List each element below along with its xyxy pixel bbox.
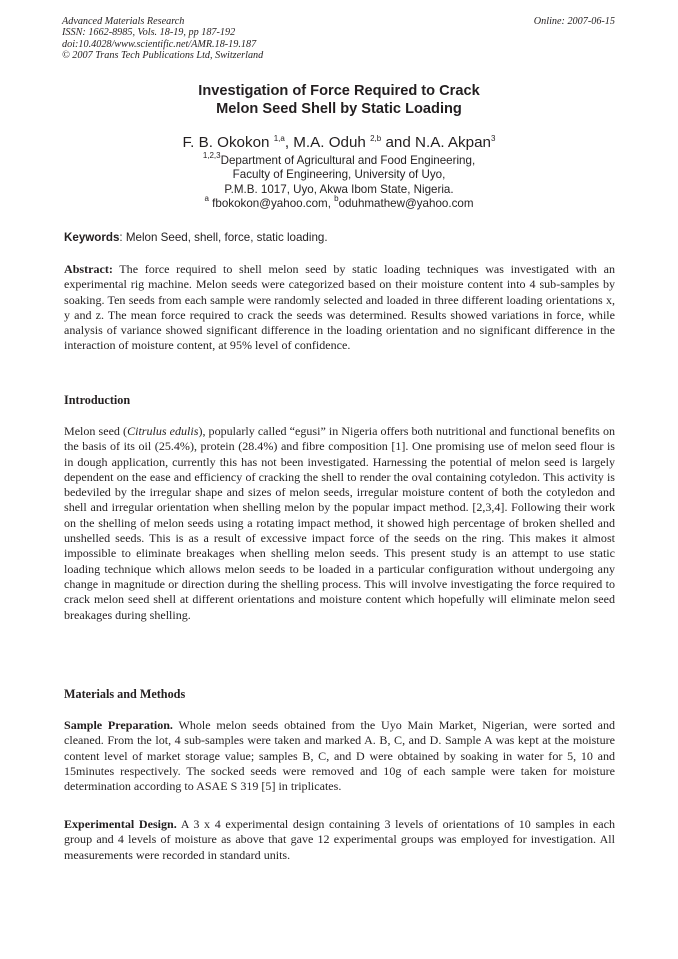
keywords [64,230,616,245]
affiliation-superscript: 1,2,3 [202,151,221,160]
abstract-text: The force required to shell melon seed by static loading techniques was investigated with an experimental rig machine. Melon seeds were categorized based on their moisture content into 4 sub-samples by soaking. Ten seeds from each sample were randomly selected and loaded in three different loading orientations x, y and z. The mean force required to crack the seeds was determined. Results showed variations in force, while analysis of variance showed significant difference in the loading orientation and no significant difference in the interaction of moisture content, at 95% level of confidence. [64,262,615,353]
title-line-2: Melon Seed Shell by Static Loading [216,101,462,117]
experimental-design-paragraph [64,817,615,863]
author-list [0,134,678,152]
issn-line: ISSN: 1662-8985, Vols. 18-19, pp 187-192 [62,27,236,39]
introduction-paragraph [64,424,615,623]
abstract-label: Abstract: [64,262,113,276]
paper-title [0,82,678,118]
abstract [64,262,615,354]
doi-line: doi:10.4028/www.scientific.net/AMR.18-19.187 [62,38,257,50]
experimental-design-text: A 3 x 4 experimental design containing 3 levels of orientations of 10 samples in each group and 4 levels of moisture as above that gave 12 experimental groups was employed for investigation. All measurements were recorded in standard units. [64,817,615,862]
affiliation-block [0,151,678,212]
journal-name: Advanced Materials Research [62,16,185,27]
author-2-superscript: 2,b [370,134,382,143]
online-date: Online: 2007-06-15 [533,16,615,27]
intro-text-rest: ), popularly called “egusi” in Nigeria offers both nutritional and functional benefits on the basis of its oil (25.4%), protein (28.4%) and fibre composition [1]. One promising use of melon seed flour is in dough application, currently this has not been investigated. Harnessing the potential of melon seed is largely dependent on the ease and efficiency of cracking the shell to render the oval containing cotyledon. This activity is bedeviled by the irregular shape and sizes of melon seeds, irregular moisture content of both the cotyledon and shell and irregular orientation when shelling melon by the popular impact method. [2,3,4]. Following their work on the shelling of melon seeds using a rotating impact method, it showed high percentage of broken shelled and unshelled seeds. This is as a result of excessive impact force of the seeds on the ring. This makes it almost impossible to eliminate breakages when shelling melon seeds. This present study is an attempt to use static loading technique which allows melon seeds to be loaded in a particular configuration without undergoing any change in magnitude or direction during the shelling process. This will involve investigating the force required to crack melon seed shell at different orientations and moisture content which hopefully will eliminate melon seed breakages during shelling. [64,424,615,622]
experimental-design-label: Experimental Design. [64,817,177,831]
author-1-superscript: 1,a [273,134,285,143]
author-3-superscript: 3 [491,134,496,143]
author-3: and N.A. Akpan [381,134,491,151]
methods-heading: Materials and Methods [64,687,186,701]
keywords-label: Keywords [64,231,120,244]
keywords-text: : Melon Seed, shell, force, static loading. [119,231,328,244]
author-1: F. B. Okokon [182,134,274,151]
sample-preparation-paragraph [64,718,615,794]
copyright-line: © 2007 Trans Tech Publications Ltd, Switzerland [62,50,264,62]
affiliation-line-2: Faculty of Engineering, University of Uyo, [232,168,446,182]
email-a[interactable]: fbokokon@yahoo.com, [208,197,335,211]
affiliation-line-3: P.M.B. 1017, Uyo, Akwa Ibom State, Nigeria. [224,182,454,196]
journal-header [62,16,615,62]
email-b[interactable]: oduhmathew@yahoo.com [338,197,474,211]
introduction-heading: Introduction [64,393,131,407]
author-2: , M.A. Oduh [284,134,371,151]
email-b-superscript: b [334,194,339,204]
sample-preparation-text: Whole melon seeds obtained from the Uyo Main Market, Nigerian, were sorted and cleaned. From the lot, 4 sub-samples were taken and marked A. B, C, and D. Sample A was kept at the moisture content level of market storage value; samples B, C, and D were obtained by soaking in water for 5, 10 and 15minutes respectively. The socked seeds were removed and 10g of each sample were taken for moisture determination according to ASAE S 319 [5] in triplicates. [64,718,616,794]
species-name: Citrulus edulis [127,424,199,438]
intro-text-start: Melon seed ( [64,424,128,438]
email-a-superscript: a [204,194,209,204]
affiliation-line-1: Department of Agricultural and Food Engineering, [220,154,476,167]
title-line-1: Investigation of Force Required to Crack [198,83,480,99]
email-line [0,194,678,211]
sample-preparation-label: Sample Preparation. [64,718,173,732]
